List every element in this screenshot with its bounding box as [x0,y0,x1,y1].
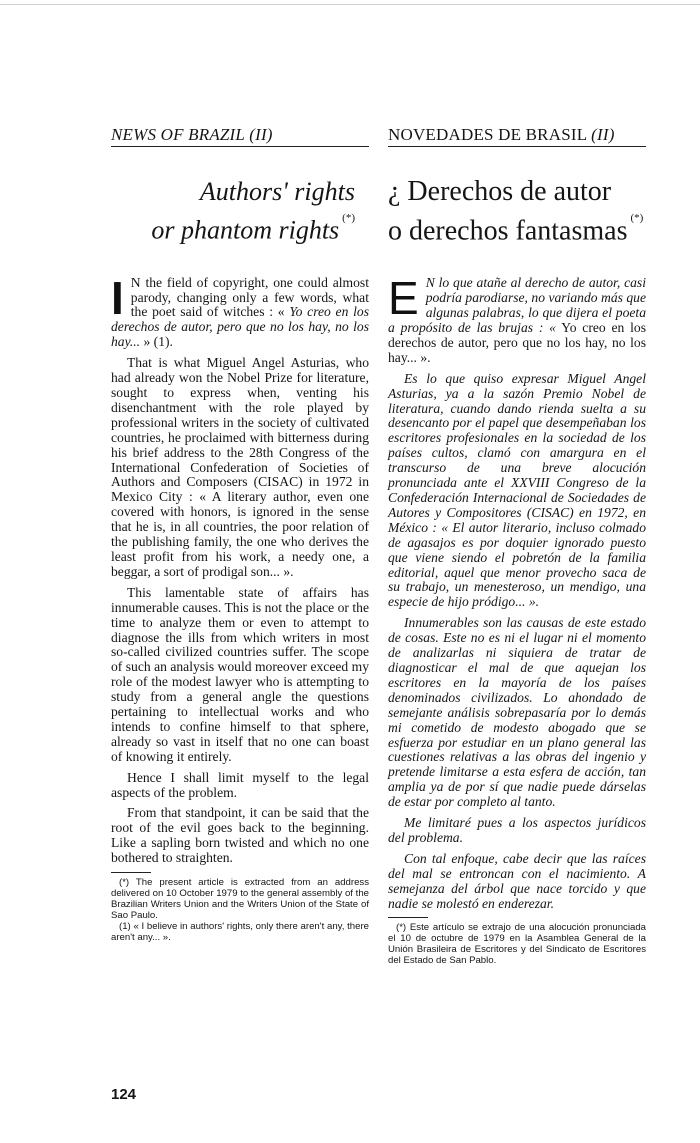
running-head-title: NOVEDADES DE BRASIL [388,125,592,144]
running-head-title: NEWS OF BRAZIL [111,125,250,144]
running-head-rule [111,146,369,147]
article-title-spanish [388,175,646,248]
paragraph-4: Me limitaré pues a los aspectos jurídicos del problema. [388,815,646,845]
footnote-rule [111,872,151,873]
footnotes-spanish [388,922,646,966]
footnote-rule [388,917,428,918]
paragraph-3: This lamentable state of affairs has innumerable causes. This is not the place or the time to analyze them or even to attempt to diagnose the ills from which writers in most so-called civilized countries suffer. The scope of such an analysis would moreover exceed my role of the modest lawyer who is attempting to study from a general angle the questions pertaining to intellectual works and who intends to confine himself to that sphere, already so vast in itself that no one can boast of knowing it entirely. [111,584,369,764]
article-body-spanish [388,272,646,911]
paragraph-2: Es lo que quiso expresar Miguel Angel Asturias, ya a la sazón Premio Nobel de literatura, cuando dando rienda suelta a su desencanto por el papel que desempeñaban los escritores profesionales en la sociedad de los países cultos, clamó con amargura en el transcurso de una breve alocución pronunciada ante el XXVIII Congreso de la Confederación Internacional de Sociedades de Autores y Compositores (CISAC) en 1972, en México : « El autor literario, incluso colmado de agasajos es por doquier ignorado puesto que viene siendo el pobretón de la familia editorial, aquel que menor provecho saca de su trabajo, un menesteroso, un mendigo, una especie de hijo pródigo... ». [388,370,646,610]
running-head-english [111,125,369,145]
title-line-2-text: or phantom rights [151,215,340,245]
english-column [111,125,369,943]
paragraph-2: That is what Miguel Angel Asturias, who had already won the Nobel Prize for literature, sought to express when, venting his disenchantment with the role played by professional writers in the society of cultivated countries, he proclaimed with bitterness during his brief address to the 28th Congress of the International Confederation of Societies of Authors and Composers (CISAC) in 1972 in Mexico City : « A literary author, even one covered with honors, is ignored in the sense that he is, in all countries, the poor relation of the publishing family, the one who derives the least profit from his work, a needy one, a beggar, a sort of prodigal son... ». [111,355,369,579]
footnotes-english [111,877,369,943]
paragraph-5: From that standpoint, it can be said that the root of the evil goes back to the beginning. Like a sapling born twisted and which no one bothered to straighten. [111,805,369,866]
running-head-number: (II) [249,125,273,144]
running-head-rule [388,146,646,147]
running-head-number: (II) [591,125,615,144]
footnote-2: (1) « I believe in authors' rights, only there aren't any, there aren't any... ». [111,921,369,944]
paragraph-1-ref: » (1). [140,334,173,350]
title-footnote-mark: (*) [630,212,644,224]
title-line-2-text: o derechos fantasmas [388,215,628,247]
paragraph-1-quote: Yo creo en los derechos de autor, pero que no los hay, no los hay... [111,304,369,350]
spanish-column [388,125,646,966]
title-line-2 [388,209,646,248]
paragraph-1-text: N lo que atañe al derecho de autor, casi podría parodiarse, no variando más que algunas palabras, lo que dijera el poeta a propósito de las brujas : « [388,275,646,336]
footnote-1: (*) The present article is extracted from an address delivered on 10 October 1979 to the general assembly of the Brazilian Writers Union and the Writers Union of the State of Sao Paulo. [111,877,369,922]
title-line-2 [111,209,355,248]
paragraph-4: Hence I shall limit myself to the legal aspects of the problem. [111,769,369,800]
article-title-english [111,175,369,248]
title-line-1: Authors' rights [199,177,355,206]
paragraph-1 [388,272,646,365]
top-border-rule [0,0,700,5]
footnote-1: (*) Este artículo se extrajo de una alocución pronunciada el 10 de octubre de 1979 en la Asamblea General de la Unión Brasileira de Escritores y del Sindicato de Escritores del Estado de San Pablo. [388,922,646,967]
title-footnote-mark: (*) [342,212,355,224]
paragraph-1-text: N the field of copyright, one could almost parody, changing only a few words, what the poet said of witches : « [130,274,369,320]
paragraph-3: Innumerables son las causas de este estado de cosas. Este no es ni el lugar ni el momento de analizarlas ni siquiera de tratar de diagnosticar el mal de que aquejan los escritores en la mayoría de los países denominados civilizados. Lo ahondado de semejante análisis sobrepasaría por lo demás mi cometido de modesto abogado que se esfuerza por estudiar en un plano general las cuestiones relativas a las obras del ingenio y pretende limitarse a esta esfera de acción, tan amplia ya de por sí que nadie puede dárselas de estar por completo al tanto. [388,615,646,810]
paragraph-1-quote: Yo creo en los derechos de autor, pero que no los hay, no los hay... ». [388,320,646,365]
page-number: 124 [111,1086,137,1103]
paragraph-5: Con tal enfoque, cabe decir que las raíces del mal se entroncan con el nacimiento. A semejanza del árbol que nace torcido y que nadie se molestó en enderezar. [388,850,646,911]
running-head-spanish [388,125,646,145]
drop-cap: I [111,271,124,324]
drop-cap: E [388,272,419,325]
title-line-1: ¿ Derechos de autor [388,176,612,207]
paragraph-1 [111,271,369,351]
article-body-english [111,271,369,866]
